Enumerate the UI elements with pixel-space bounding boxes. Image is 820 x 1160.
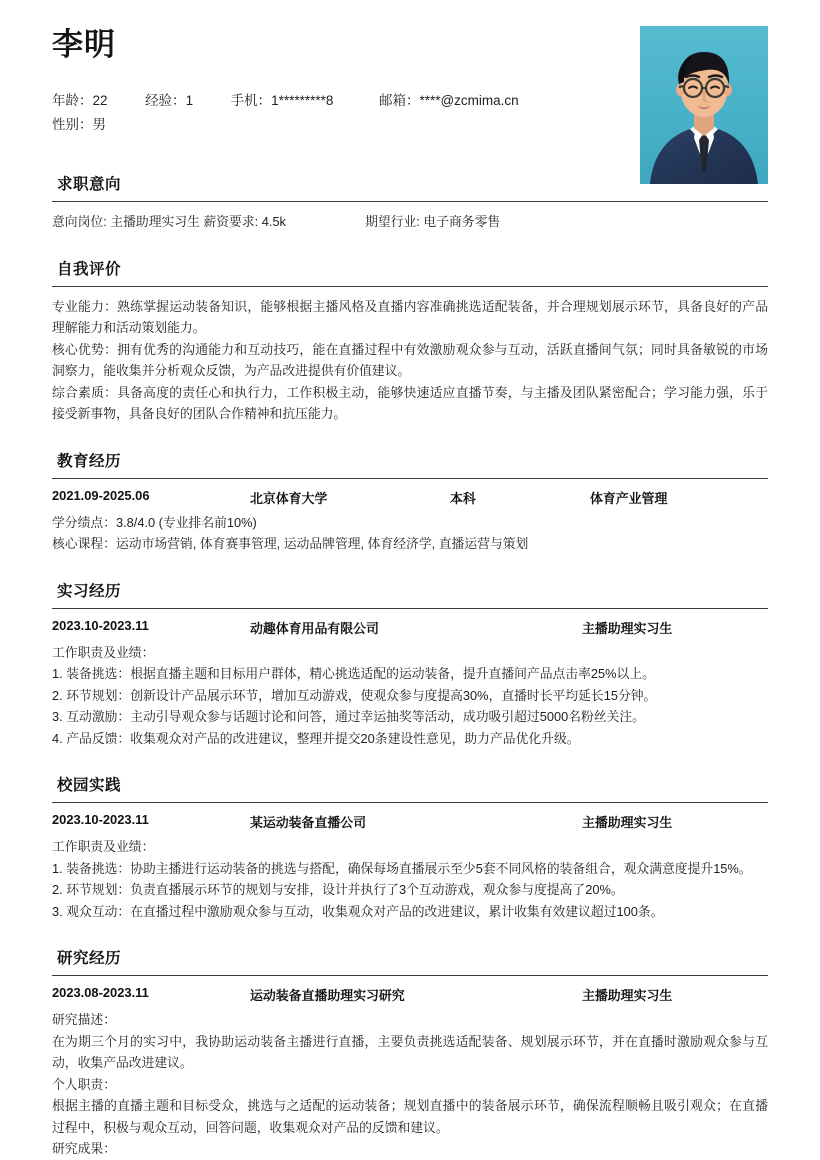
campus-company: 某运动装备直播公司: [250, 815, 367, 830]
section-research: [52, 946, 768, 1160]
education-school: 北京体育大学: [250, 490, 328, 506]
section-title-campus-practice: 校园实践: [57, 777, 122, 794]
campus-duty-label: 工作职责及业绩：: [52, 839, 155, 854]
campus-item: 3. 观众互动：在直播过程中激励观众参与互动，收集观众对产品的改进建议，累计收集有效建议超过100条。: [52, 903, 664, 919]
contact-phone-label: 手机：: [230, 93, 272, 109]
section-title-research: 研究经历: [57, 950, 122, 967]
job-salary-value: 4.5k: [261, 214, 286, 229]
job-position-label: 意向岗位:: [52, 214, 107, 229]
education-degree: 本科: [450, 490, 476, 506]
contact-age-value: 22: [92, 93, 108, 109]
contact-phone-value: 1*********8: [271, 93, 334, 109]
contact-gender-value: 男: [92, 117, 106, 133]
internship-row: [52, 618, 768, 639]
section-divider: [52, 608, 768, 609]
education-major: 体育产业管理: [590, 490, 668, 506]
job-industry-value: 电子商务零售: [423, 214, 501, 229]
avatar: [640, 26, 768, 184]
self-evaluation-paragraph: 专业能力：熟练掌握运动装备知识，能够根据主播风格及直播内容准确挑选适配装备，并合理规划展示环节，具备良好的产品理解能力和活动策划能力。: [52, 298, 768, 335]
contact-gender: [52, 113, 106, 137]
self-evaluation-paragraph: 综合素质：具备高度的责任心和执行力，工作积极主动，能够快速适应直播节奏，与主播及团队紧密配合；学习能力强，乐于接受新事物，具备良好的团队合作精神和抗压能力。: [52, 384, 768, 421]
contact-email-value: ****@zcmima.cn: [419, 93, 519, 109]
internship-date: 2023.10-2023.11: [52, 617, 149, 633]
job-intention-row: [52, 211, 768, 233]
section-campus-practice: [52, 773, 768, 922]
page-title: 李明: [52, 27, 116, 62]
section-title-internship: 实习经历: [57, 582, 122, 600]
internship-company: 动趣体育用品有限公司: [250, 620, 379, 636]
contact-gender-label: 性别：: [52, 117, 93, 133]
research-desc-label: 研究描述：: [52, 1012, 116, 1027]
campus-item: 1. 装备挑选：协助主播进行运动装备的挑选与搭配，确保每场直播展示至少5套不同风格的装备组合，观众满意度提升15%。: [52, 860, 752, 876]
research-row: [52, 985, 768, 1006]
self-evaluation-paragraph: 核心优势：拥有优秀的沟通能力和互动技巧，能在直播过程中有效激励观众参与互动，活跃直播间气氛；同时具备敏锐的市场洞察力，能收集并分析观众反馈，为产品改进提供有价值建议。: [52, 341, 768, 378]
section-divider: [52, 286, 768, 287]
resume-header: [52, 0, 768, 170]
research-desc-text: 在为期三个月的实习中，我协助运动装备主播进行直播，主要负责挑选适配装备、规划展示环节，并在直播时激励观众参与互动，收集产品改进建议。: [52, 1033, 768, 1070]
internship-duty-label: 工作职责及业绩：: [52, 644, 155, 660]
job-industry-label: 期望行业:: [365, 214, 420, 229]
education-gpa: 学分绩点：3.8/4.0 (专业排名前10%): [52, 514, 257, 530]
contact-age-label: 年龄：: [52, 93, 93, 109]
education-date: 2021.09-2025.06: [52, 487, 150, 503]
portrait-photo-icon: [640, 26, 768, 184]
research-result-label: 研究成果：: [52, 1141, 116, 1156]
contact-age: [52, 89, 108, 113]
internship-item: 3. 互动激励：主动引导观众参与话题讨论和问答，通过幸运抽奖等活动，成功吸引超过5000名粉丝关注。: [52, 709, 645, 724]
campus-date: 2023.10-2023.11: [52, 812, 149, 827]
section-divider: [52, 975, 768, 976]
section-internship: [52, 579, 768, 750]
education-courses: 核心课程：运动市场营销, 体育赛事管理, 运动品牌管理, 体育经济学, 直播运营与策划: [52, 536, 529, 551]
job-position-value: 主播助理实习生: [110, 214, 200, 229]
research-duty-label: 个人职责：: [52, 1076, 116, 1092]
internship-role: 主播助理实习生: [582, 620, 673, 636]
contact-experience: [145, 89, 193, 113]
section-education: [52, 449, 768, 555]
contact-email-label: 邮箱：: [378, 93, 420, 109]
contact-experience-value: 1: [185, 93, 194, 109]
research-date: 2023.08-2023.11: [52, 985, 149, 1000]
research-project: 运动装备直播助理实习研究: [250, 988, 405, 1003]
section-self-evaluation: [52, 257, 768, 425]
internship-item: 1. 装备挑选：根据直播主题和目标用户群体，精心挑选适配的运动装备，提升直播间产品点击率25%以上。: [52, 666, 655, 681]
section-title-self-evaluation: 自我评价: [57, 260, 122, 278]
research-role: 主播助理实习生: [582, 988, 673, 1003]
education-row: [52, 488, 768, 509]
job-salary-label: 薪资要求:: [203, 214, 259, 229]
section-title-education: 教育经历: [57, 452, 122, 470]
internship-item: 2. 环节规划：创新设计产品展示环节，增加互动游戏，使观众参与度提高30%，直播时长平均延长15分钟。: [52, 687, 657, 703]
research-duty-text: 根据主播的直播主题和目标受众，挑选与之适配的运动装备；规划直播中的装备展示环节，确保流程顺畅且吸引观众；在直播过程中，积极与观众互动，回答问题，收集观众对产品的反馈和建议。: [52, 1098, 768, 1135]
contact-experience-label: 经验：: [145, 93, 186, 109]
section-divider: [52, 201, 768, 202]
section-divider: [52, 478, 768, 479]
internship-item: 4. 产品反馈：收集观众对产品的改进建议，整理并提交20条建设性意见，助力产品优化升级。: [52, 730, 580, 746]
contact-email: [379, 89, 519, 113]
campus-item: 2. 环节规划：负责直播展示环节的规划与安排，设计并执行了3个互动游戏，观众参与度提高了20%。: [52, 882, 624, 897]
contact-phone: [231, 89, 334, 113]
campus-row: [52, 812, 768, 833]
campus-role: 主播助理实习生: [582, 815, 673, 830]
section-divider: [52, 802, 768, 803]
section-title-job-intention: 求职意向: [57, 176, 122, 193]
